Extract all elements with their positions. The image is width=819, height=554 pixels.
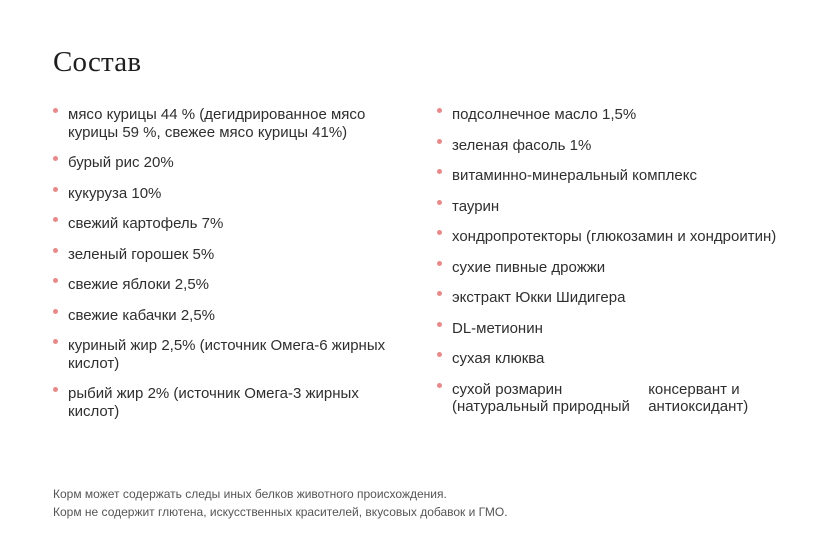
list-item-label: куриный жир 2,5% (источник Омега-6 жирных кислот) (68, 337, 386, 372)
list-item (437, 228, 777, 246)
list-item-label: зеленая фасоль 1% (452, 136, 592, 154)
list-item (53, 154, 393, 172)
list-item-label: витаминно-минеральный комплекс (452, 167, 698, 184)
list-item (53, 246, 393, 264)
list-item-label: зеленый горошек 5% (68, 245, 215, 263)
bullet-icon (437, 200, 442, 205)
bullet-icon (53, 387, 58, 392)
ingredients-list-right (437, 106, 777, 429)
bullet-icon (437, 261, 442, 266)
list-item (437, 167, 777, 185)
list-item (437, 350, 777, 368)
list-item-label: хондропротекторы (глюкозамин и хондроитин) (452, 228, 777, 245)
list-item-label-continued: консервант и антиоксидант) (648, 380, 749, 415)
list-item (53, 215, 393, 233)
list-item-label: свежие яблоки 2,5% (68, 276, 209, 293)
list-item (437, 137, 777, 155)
list-item (437, 289, 777, 307)
bullet-icon (53, 108, 58, 113)
list-item-label: кукуруза 10% (68, 184, 162, 202)
list-item-label: свежий картофель 7% (68, 215, 224, 232)
list-item-label: сухие пивные дрожжи (452, 258, 606, 276)
bullet-icon (437, 169, 442, 174)
list-item (53, 337, 393, 372)
list-item-label: сухая клюква (452, 350, 545, 367)
list-item-label: сухой розмарин (натуральный природный (452, 380, 630, 415)
list-item-rosemary (437, 381, 777, 416)
footer-note-allergens: Корм может содержать следы иных белков животного происхождения. (53, 487, 447, 501)
list-item (437, 320, 777, 338)
list-item (437, 106, 777, 124)
split-row (452, 381, 777, 416)
bullet-icon (53, 309, 58, 314)
footer-notes (53, 485, 508, 521)
bullet-icon (53, 278, 58, 283)
page-title: Состав (53, 46, 142, 78)
list-item-label: бурый рис 20% (68, 154, 174, 171)
list-item (53, 307, 393, 325)
list-item-label: DL-метионин (452, 319, 543, 337)
bullet-icon (53, 217, 58, 222)
bullet-icon (53, 156, 58, 161)
bullet-icon (53, 248, 58, 253)
bullet-icon (437, 291, 442, 296)
list-item (53, 106, 393, 141)
bullet-icon (53, 187, 58, 192)
list-item (437, 198, 777, 216)
list-item-label: экстракт Юкки Шидигера (452, 289, 626, 306)
bullet-icon (437, 322, 442, 327)
bullet-icon (53, 339, 58, 344)
bullet-icon (437, 352, 442, 357)
footer-note-free-from: Корм не содержит глютена, искусственных красителей, вкусовых добавок и ГМО. (53, 505, 508, 519)
list-item-label: рыбий жир 2% (источник Омега-3 жирных кислот) (68, 385, 359, 420)
list-item (53, 185, 393, 203)
list-item (53, 385, 393, 420)
bullet-icon (437, 230, 442, 235)
ingredients-list-left (53, 106, 393, 433)
list-item (437, 259, 777, 277)
list-item-label: подсолнечное масло 1,5% (452, 106, 637, 123)
list-item-label: свежие кабачки 2,5% (68, 306, 216, 324)
bullet-icon (437, 383, 442, 388)
list-item-label: мясо курицы 44 % (дегидрированное мясо курицы 59 %, свежее мясо курицы 41%) (68, 106, 366, 141)
bullet-icon (437, 139, 442, 144)
list-item-label: таурин (452, 197, 500, 215)
list-item (53, 276, 393, 294)
bullet-icon (437, 108, 442, 113)
